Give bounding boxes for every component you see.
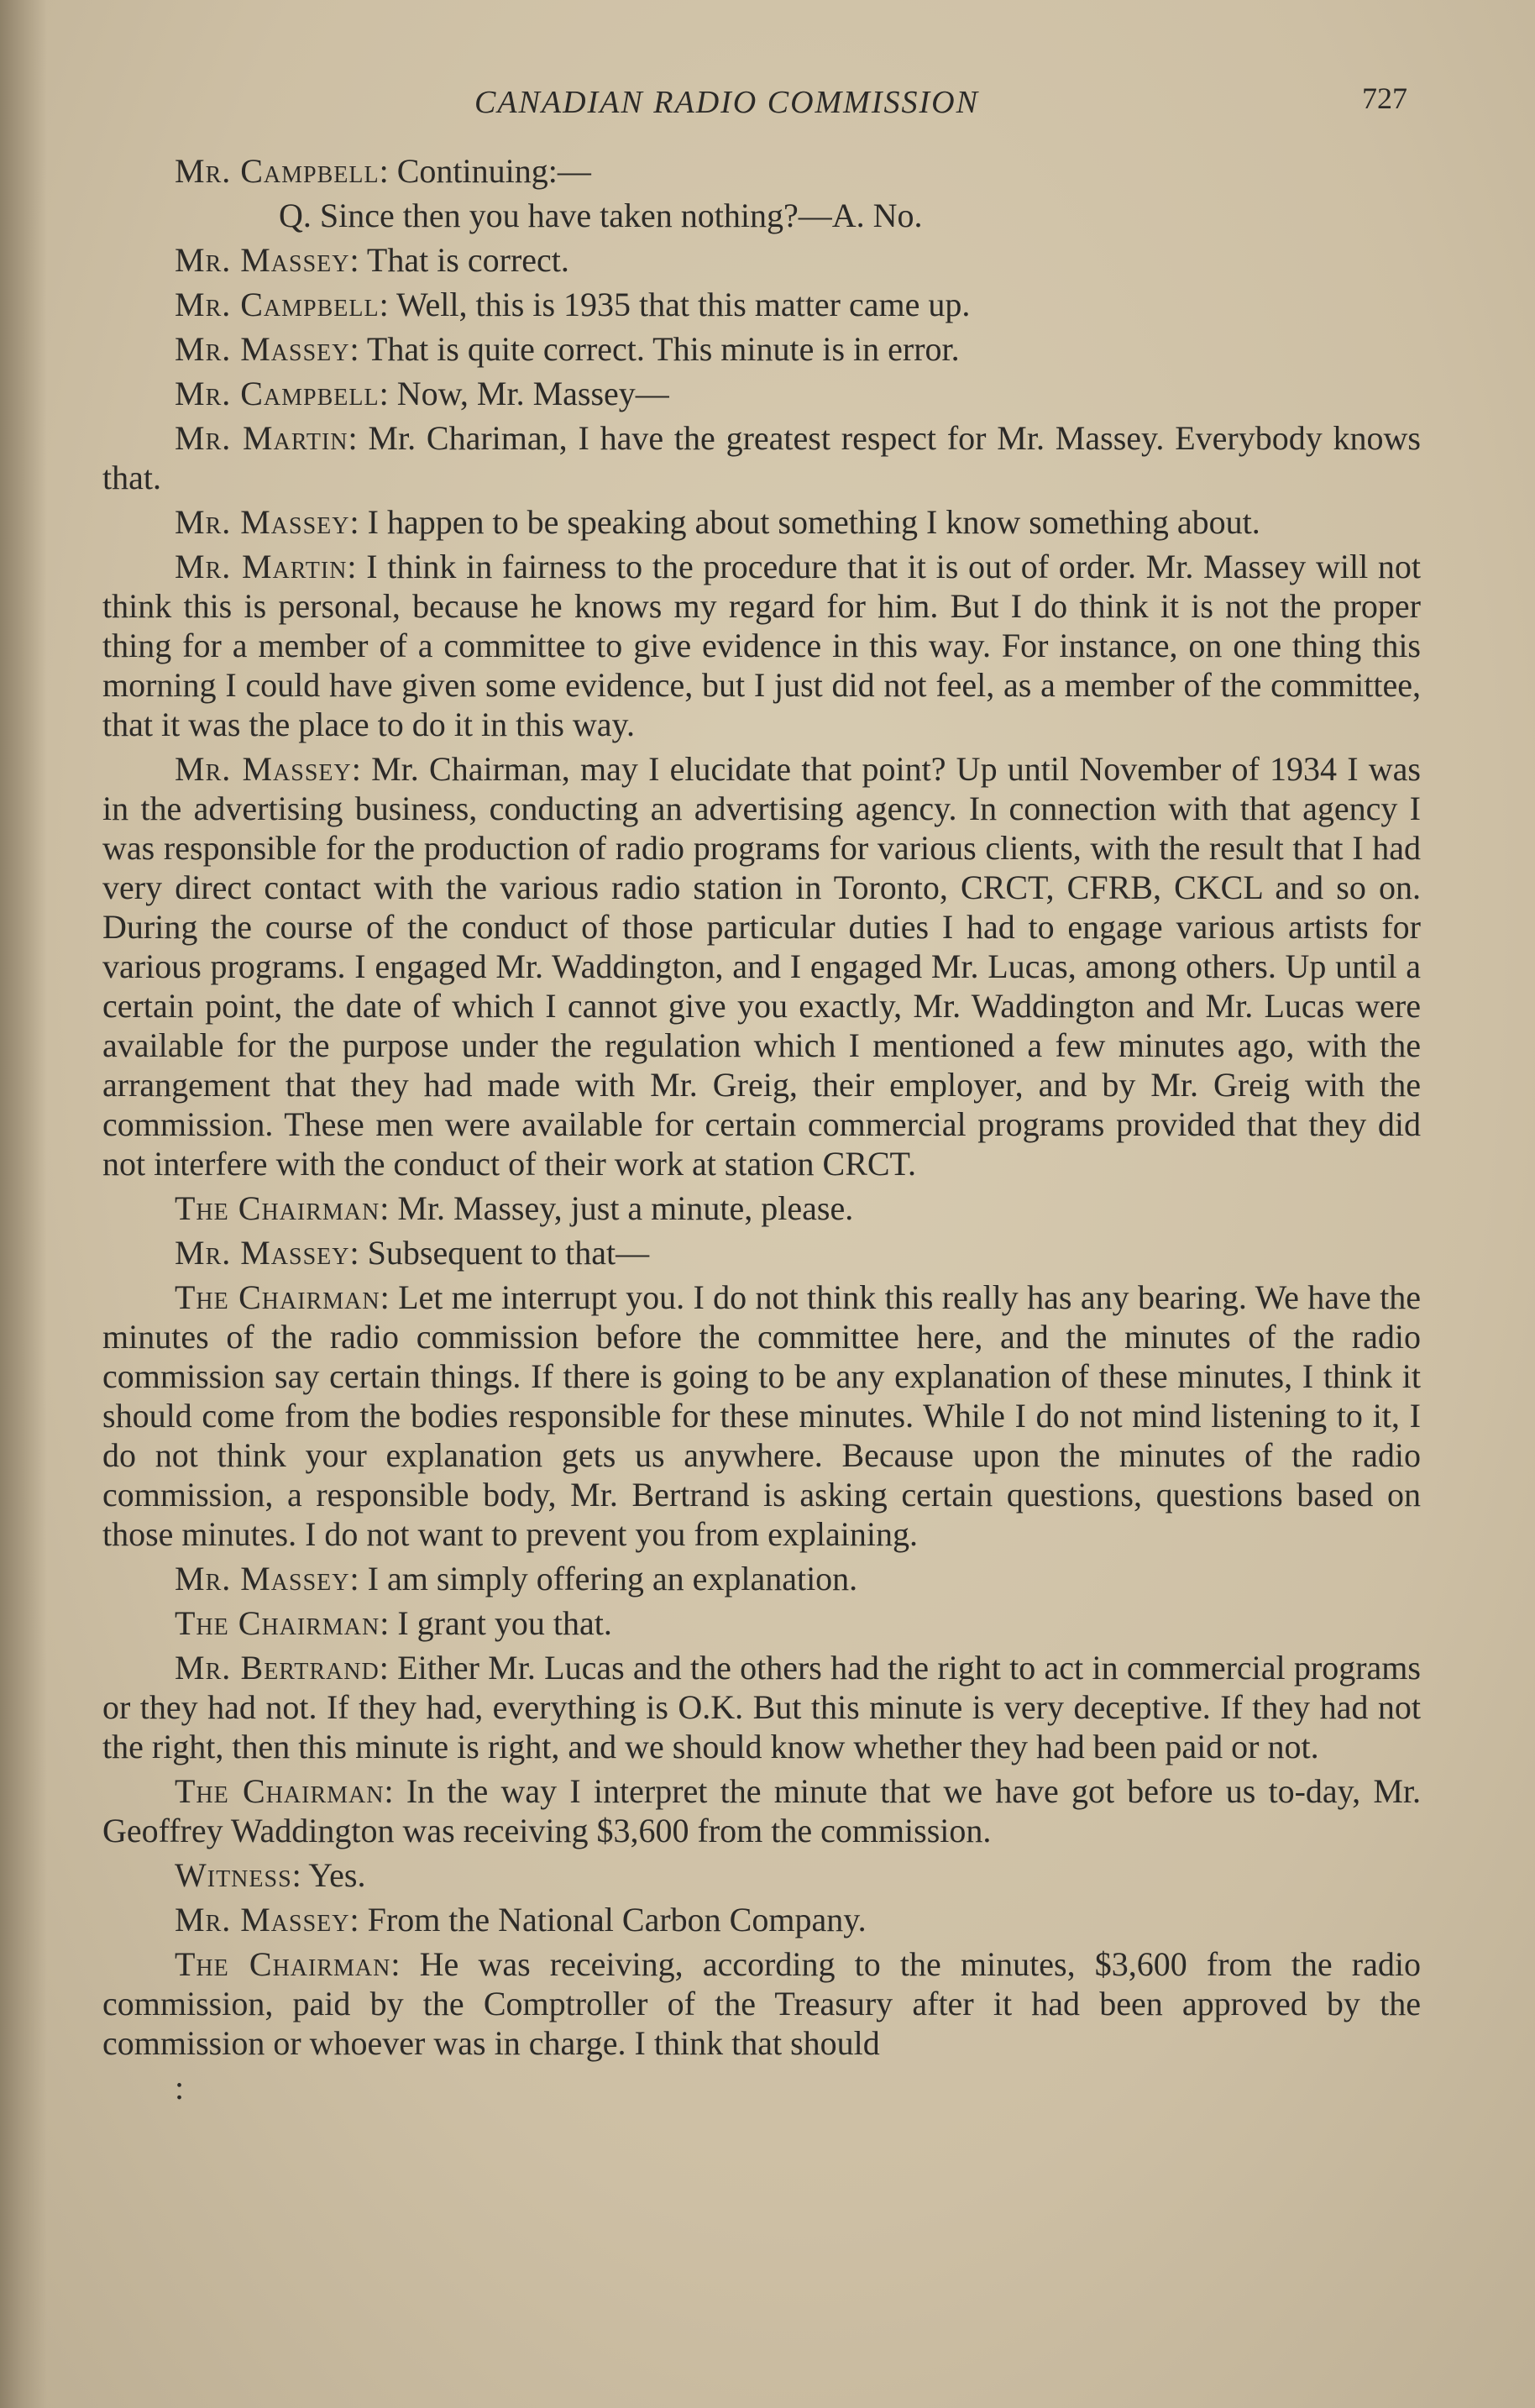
speaker-name: Mr. Massey — [175, 1560, 350, 1597]
paragraph: Mr. Massey: That is correct. — [175, 241, 569, 279]
paragraph-text: Now, Mr. Massey— — [396, 375, 669, 412]
paragraph-text: Q. Since then you have taken nothing?—A. No. — [279, 197, 923, 234]
paragraph-text: In the way I interpret the minute that we have got before us to-day, Mr. Geoffrey Waddington was receiving $3,600 from the commission. — [102, 1772, 1422, 1849]
speaker-name: Mr. Bertrand — [175, 1649, 380, 1687]
paragraph-text: I am simply offering an explanation. — [367, 1560, 858, 1597]
paragraph-text: Mr. Chairman, may I elucidate that point? Up until November of 1934 I was in the advertising business, conducting an advertising agency. In connection with that agency I was responsible for the production of radio programs for various clients, with the result that I had very direct contact with the various radio station in Toronto, CRCT, CFRB, CKCL and so on. During the course of the conduct of those particular duties I had to engage various artists for various programs. I engaged Mr. Waddington, and I engaged Mr. Lucas, among others. Up until a certain point, the date of which I cannot give you exactly, Mr. Waddington and Mr. Lucas were available for the purpose under the regulation which I mentioned a few minutes ago, with the arrangement that they had made with Mr. Greig, their employer, and by Mr. Greig with the commission. These men were available for certain commercial programs provided that they did not interfere with the conduct of their work at station CRCT. — [102, 750, 1422, 1183]
speaker-name: Mr. Campbell — [175, 152, 380, 190]
paragraph: Mr. Massey: That is quite correct. This minute is in error. — [175, 330, 960, 368]
page-header — [0, 81, 1535, 134]
paragraph: The Chairman: In the way I interpret the minute that we have got before us to-day, Mr. Geoffrey Waddington was receiving $3,600 from the commission. — [102, 1772, 1422, 1849]
speaker-name: Mr. Martin — [175, 548, 348, 585]
paragraph: Mr. Massey: I am simply offering an explanation. — [175, 1560, 858, 1597]
paragraph-text: Well, this is 1935 that this matter came up. — [396, 286, 971, 323]
paragraph-text: Continuing:— — [396, 152, 591, 190]
speaker-name: Mr. Massey — [175, 1234, 350, 1272]
speaker-name: Mr. Massey — [175, 503, 350, 541]
speaker-name: The Chairman — [175, 1945, 391, 1983]
paragraph: The Chairman: Let me interrupt you. I do not think this really has any bearing. We have the minutes of the radio commission before the committee here, and the minutes of the radio commission say certain things. If there is going to be any explanation of these minutes, I think it should come from the bodies responsible for these minutes. While I do not mind listening to it, I do not think your explanation gets us anywhere. Because upon the minutes of the radio commission, a responsible body, Mr. Bertrand is asking certain questions, questions based on those minutes. I do not want to prevent you from explaining. — [102, 1278, 1421, 1553]
paragraph: Witness: Yes. — [175, 1856, 366, 1894]
paragraph-text: He was receiving, according to the minutes, $3,600 from the radio commission, paid by the Comptroller of the Treasury after it had been approved by the commission or whoever was in charge. I think that should — [102, 1945, 1421, 2062]
speaker-name: Mr. Campbell — [175, 286, 380, 323]
speaker-name: The Chairman — [175, 1772, 385, 1810]
paragraph: The Chairman: I grant you that. — [175, 1604, 612, 1642]
paragraph: Mr. Massey: Subsequent to that— — [175, 1234, 650, 1272]
paragraph: The Chairman: He was receiving, according to the minutes, $3,600 from the radio commission, paid by the Comptroller of the Treasury after it had been approved by the commission or whoever was in charge. I think that should — [102, 1945, 1421, 2062]
paragraph — [102, 196, 1421, 235]
speaker-name: Witness — [175, 1856, 292, 1894]
paragraph: The Chairman: Mr. Massey, just a minute, please. — [175, 1189, 854, 1227]
paragraph: Mr. Campbell: Well, this is 1935 that this matter came up. — [175, 286, 971, 323]
paragraph-text: From the National Carbon Company. — [367, 1901, 867, 1938]
speaker-name: Mr. Campbell — [175, 375, 380, 412]
paragraph: Mr. Campbell: Continuing:— — [175, 152, 591, 190]
speaker-name: The Chairman — [175, 1278, 380, 1316]
paragraph: Mr. Massey: From the National Carbon Company. — [175, 1901, 867, 1938]
paragraph-text: Subsequent to that— — [367, 1234, 650, 1272]
paragraph-text: Mr. Massey, just a minute, please. — [397, 1189, 854, 1227]
paragraph-text: Mr. Chariman, I have the greatest respect for Mr. Massey. Everybody knows that. — [102, 419, 1421, 496]
speaker-name: Mr. Massey — [175, 1901, 350, 1938]
paragraph-text: I think in fairness to the procedure that it is out of order. Mr. Massey will not think this is personal, because he knows my regard for him. But I do think it is not the proper thing for a member of a committee to give evidence in this way. For instance, on one thing this morning I could have given some evidence, but I just did not feel, as a member of the committee, that it was the place to do it in this way. — [102, 548, 1421, 743]
page-number: 727 — [1362, 81, 1407, 115]
paragraph: Mr. Martin: Mr. Chariman, I have the greatest respect for Mr. Massey. Everybody knows that. — [102, 419, 1421, 496]
transcript-body — [102, 151, 1421, 2112]
paragraph-text: I happen to be speaking about something I know something about. — [367, 503, 1260, 541]
binding-gutter — [0, 0, 47, 2408]
speaker-name: Mr. Massey — [175, 750, 352, 788]
speaker-name: The Chairman — [175, 1604, 380, 1642]
speaker-name: The Chairman — [175, 1189, 380, 1227]
speaker-name: Mr. Martin — [175, 419, 348, 457]
paragraph-text: That is correct. — [366, 241, 569, 279]
paragraph: Mr. Campbell: Now, Mr. Massey— — [175, 375, 669, 412]
paragraph: : — [175, 2069, 185, 2106]
paragraph-text: Let me interrupt you. I do not think this really has any bearing. We have the minutes of the radio commission before the committee here, and the minutes of the radio commission say certain things. If there is going to be any explanation of these minutes, I think it should come from the bodies responsible for these minutes. While I do not mind listening to it, I do not think your explanation gets us anywhere. Because upon the minutes of the radio commission, a responsible body, Mr. Bertrand is asking certain questions, questions based on those minutes. I do not want to prevent you from explaining. — [102, 1278, 1421, 1553]
paragraph: Mr. Martin: I think in fairness to the procedure that it is out of order. Mr. Massey will not think this is personal, because he knows my regard for him. But I do think it is not the proper thing for a member of a committee to give evidence in this way. For instance, on one thing this morning I could have given some evidence, but I just did not feel, as a member of the committee, that it was the place to do it in this way. — [102, 548, 1421, 743]
running-head: CANADIAN RADIO COMMISSION — [474, 85, 979, 120]
paragraph: Mr. Massey: Mr. Chairman, may I elucidate that point? Up until November of 1934 I was in the advertising business, conducting an advertising agency. In connection with that agency I was responsible for the production of radio programs for various clients, with the result that I had very direct contact with the various radio station in Toronto, CRCT, CFRB, CKCL and so on. During the course of the conduct of those particular duties I had to engage various artists for various programs. I engaged Mr. Waddington, and I engaged Mr. Lucas, among others. Up until a certain point, the date of which I cannot give you exactly, Mr. Waddington and Mr. Lucas were available for the purpose under the regulation which I mentioned a few minutes ago, with the arrangement that they had made with Mr. Greig, their employer, and by Mr. Greig with the commission. These men were available for certain commercial programs provided that they did not interfere with the conduct of their work at station CRCT. — [102, 750, 1422, 1183]
paragraph: Mr. Massey: I happen to be speaking about something I know something about. — [175, 503, 1260, 541]
paragraph-text: That is quite correct. This minute is in error. — [366, 330, 960, 368]
paragraph: Mr. Bertrand: Either Mr. Lucas and the others had the right to act in commercial programs or they had not. If they had, everything is O.K. But this minute is very deceptive. If they had not the right, then this minute is right, and we should know whether they had been paid or not. — [102, 1649, 1421, 1765]
paragraph-text: I grant you that. — [397, 1604, 612, 1642]
speaker-name: Mr. Massey — [175, 241, 350, 279]
speaker-name: Mr. Massey — [175, 330, 350, 368]
paragraph-text: Yes. — [308, 1856, 366, 1894]
paragraph-text: Either Mr. Lucas and the others had the right to act in commercial programs or they had not. If they had, everything is O.K. But this minute is very deceptive. If they had not the right, then this minute is right, and we should know whether they had been paid or not. — [102, 1649, 1421, 1765]
